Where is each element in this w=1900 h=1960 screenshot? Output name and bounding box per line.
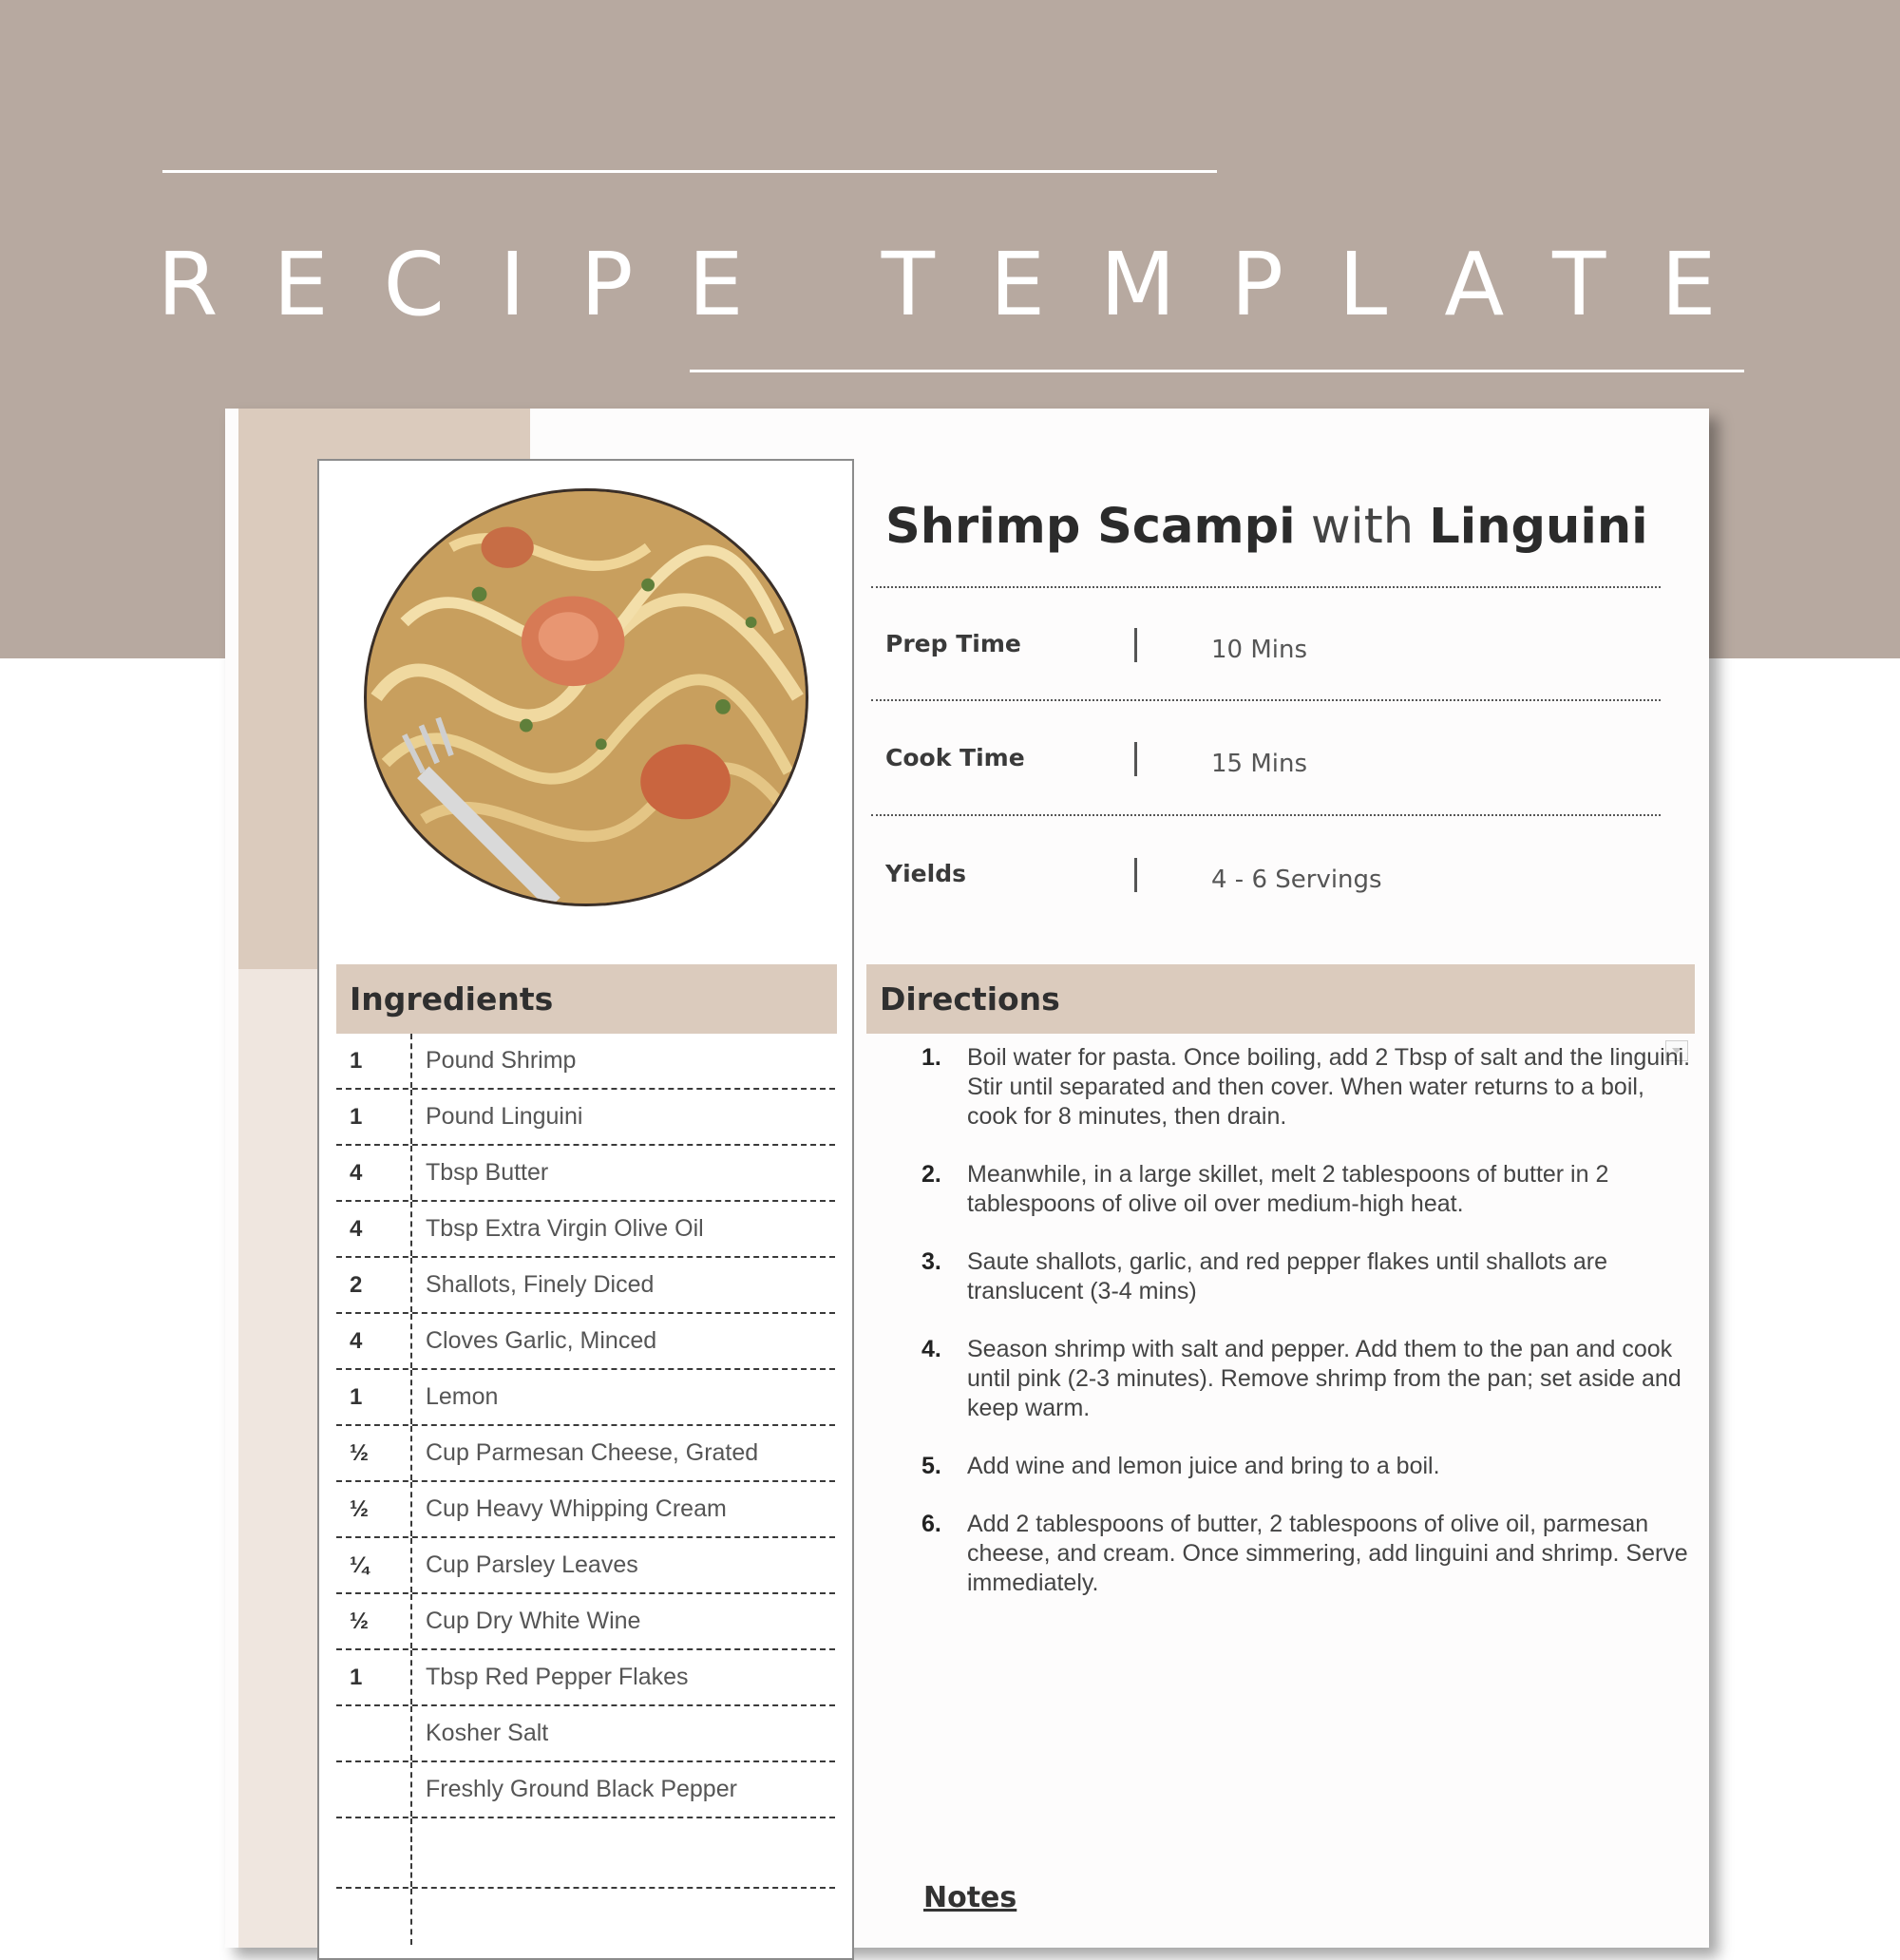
step-number: 6.	[922, 1511, 941, 1537]
ingredient-name[interactable]: Shallots, Finely Diced	[426, 1271, 655, 1298]
ingredient-row	[336, 1146, 835, 1202]
ingredient-qty[interactable]	[336, 1706, 412, 1760]
ingredient-row	[336, 1314, 835, 1370]
meta-label: Yields	[885, 860, 966, 887]
ingredient-qty[interactable]: ½	[336, 1482, 412, 1536]
ingredient-row	[336, 1762, 835, 1818]
ingredient-name[interactable]: Tbsp Red Pepper Flakes	[426, 1664, 689, 1690]
ingredient-qty[interactable]: 1	[336, 1650, 412, 1704]
ingredient-row	[336, 1034, 835, 1090]
ingredient-row	[336, 1538, 835, 1594]
ingredient-qty[interactable]: ½	[336, 1426, 412, 1480]
directions-list	[912, 1043, 1691, 1627]
ingredient-qty[interactable]: 4	[336, 1146, 412, 1200]
step-number: 4.	[922, 1336, 941, 1362]
ingredient-name[interactable]: Pound Shrimp	[426, 1047, 577, 1074]
ingredient-name[interactable]: Lemon	[426, 1383, 499, 1410]
meta-separator	[1134, 858, 1137, 892]
recipe-title-with: with	[1310, 499, 1415, 555]
ingredient-row	[336, 1594, 835, 1650]
meta-separator	[1134, 628, 1137, 662]
recipe-title-main: Shrimp Scampi	[885, 499, 1296, 555]
ingredient-row	[336, 1426, 835, 1482]
direction-step	[912, 1043, 1691, 1132]
ingredient-name[interactable]: Cup Parmesan Cheese, Grated	[426, 1439, 759, 1466]
direction-step	[912, 1452, 1691, 1481]
direction-step	[912, 1160, 1691, 1219]
step-number: 2.	[922, 1161, 941, 1188]
ingredient-row	[336, 1258, 835, 1314]
ingredient-name[interactable]: Cup Parsley Leaves	[426, 1551, 638, 1578]
recipe-photo	[364, 488, 808, 906]
step-text[interactable]: Saute shallots, garlic, and red pepper flakes until shallots are translucent (3-4 mins)	[967, 1248, 1607, 1304]
meta-value: 4 - 6 Servings	[1211, 866, 1382, 894]
meta-value: 15 Mins	[1211, 750, 1308, 778]
step-number: 1.	[922, 1044, 941, 1071]
step-text[interactable]: Boil water for pasta. Once boiling, add 2 Tbsp of salt and the linguini. Stir until separated and then cover. When water returns to a boil, cook for 8 minutes, then drain.	[967, 1044, 1691, 1130]
ingredient-row	[336, 1202, 835, 1258]
step-text[interactable]: Season shrimp with salt and pepper. Add them to the pan and cook until pink (2-3 minutes). Remove shrimp from the pan; set aside and keep warm.	[967, 1336, 1682, 1421]
ingredient-row	[336, 1650, 835, 1706]
ingredient-qty[interactable]	[336, 1818, 412, 1887]
ingredient-name[interactable]: Tbsp Butter	[426, 1159, 549, 1186]
banner-title: RECIPE TEMPLATE	[157, 234, 1772, 335]
banner-rule-bottom	[690, 370, 1744, 372]
ingredient-row	[336, 1090, 835, 1146]
ingredient-qty[interactable]: 2	[336, 1258, 412, 1312]
ingredient-name[interactable]: Freshly Ground Black Pepper	[426, 1776, 737, 1802]
step-text[interactable]: Add wine and lemon juice and bring to a boil.	[967, 1453, 1440, 1479]
ingredient-name[interactable]: Cup Dry White Wine	[426, 1608, 641, 1634]
ingredient-name[interactable]: Cup Heavy Whipping Cream	[426, 1495, 727, 1522]
direction-step	[912, 1510, 1691, 1598]
ingredient-qty[interactable]: 1	[336, 1090, 412, 1144]
direction-step	[912, 1335, 1691, 1423]
meta-divider	[871, 586, 1661, 588]
meta-label: Cook Time	[885, 744, 1025, 771]
step-number: 3.	[922, 1248, 941, 1275]
ingredient-name[interactable]: Pound Linguini	[426, 1103, 583, 1130]
direction-step	[912, 1247, 1691, 1306]
ingredient-qty[interactable]: 4	[336, 1314, 412, 1368]
ingredient-name[interactable]: Kosher Salt	[426, 1720, 549, 1746]
meta-separator	[1134, 742, 1137, 776]
ingredient-qty[interactable]: ¼	[336, 1538, 412, 1592]
ingredient-row	[336, 1706, 835, 1762]
directions-heading: Directions	[866, 964, 1695, 1034]
banner-rule-top	[162, 170, 1217, 173]
ingredient-name[interactable]: Tbsp Extra Virgin Olive Oil	[426, 1215, 704, 1242]
ingredient-qty[interactable]: 4	[336, 1202, 412, 1256]
meta-row-cook	[885, 730, 1645, 787]
step-number: 5.	[922, 1453, 941, 1479]
ingredients-table	[336, 1034, 835, 1945]
ingredient-row	[336, 1482, 835, 1538]
recipe-title-sub: Linguini	[1429, 499, 1648, 555]
ingredients-heading: Ingredients	[336, 964, 837, 1034]
notes-heading: Notes	[923, 1881, 1017, 1914]
meta-divider	[871, 814, 1661, 816]
step-text[interactable]: Meanwhile, in a large skillet, melt 2 tablespoons of butter in 2 tablespoons of olive oil over medium-high heat.	[967, 1161, 1609, 1217]
meta-row-prep	[885, 616, 1645, 673]
step-text[interactable]: Add 2 tablespoons of butter, 2 tablespoons of olive oil, parmesan cheese, and cream. Once simmering, add linguini and shrimp. Serve immediately.	[967, 1511, 1688, 1596]
ingredient-name[interactable]: Cloves Garlic, Minced	[426, 1327, 657, 1354]
meta-divider	[871, 699, 1661, 701]
ingredient-qty[interactable]	[336, 1762, 412, 1817]
meta-label: Prep Time	[885, 630, 1021, 657]
ingredient-row-empty	[336, 1818, 835, 1889]
ingredient-qty[interactable]	[336, 1889, 412, 1945]
ingredient-qty[interactable]: 1	[336, 1370, 412, 1424]
meta-row-yields	[885, 846, 1645, 903]
ingredient-row	[336, 1370, 835, 1426]
recipe-title	[885, 494, 1648, 561]
ingredient-row-empty	[336, 1889, 835, 1945]
meta-value: 10 Mins	[1211, 636, 1308, 664]
shrimp-linguini-photo-icon	[367, 491, 806, 904]
ingredient-qty[interactable]: ½	[336, 1594, 412, 1648]
ingredient-qty[interactable]: 1	[336, 1034, 412, 1088]
